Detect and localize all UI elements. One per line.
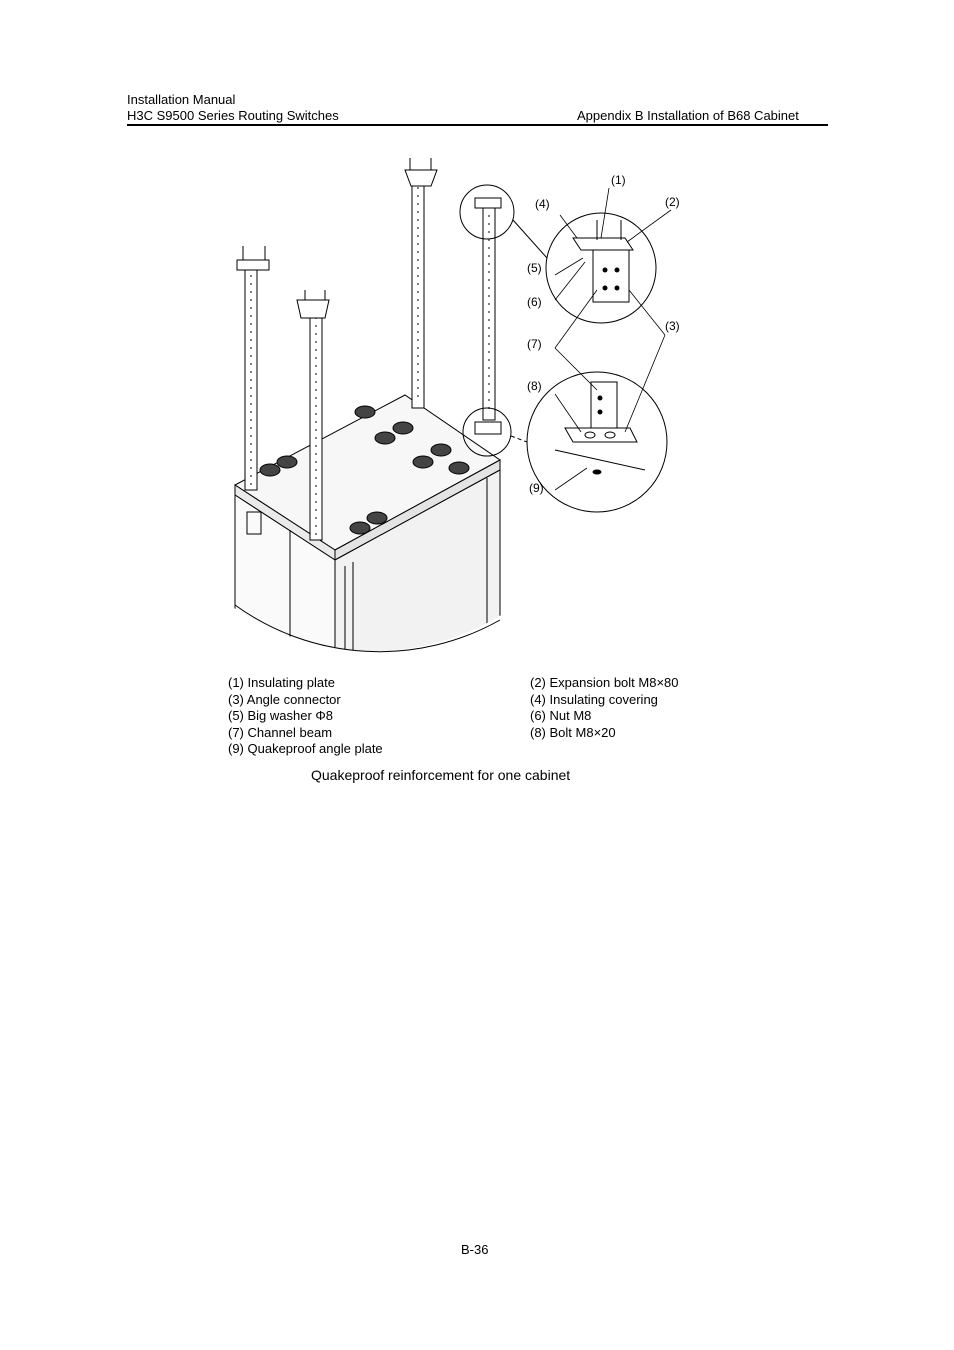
header-product-name: H3C S9500 Series Routing Switches	[127, 108, 339, 123]
legend-item: (2) Expansion bolt M8×80	[530, 675, 679, 690]
detail-bottom-bracket	[555, 382, 645, 474]
page-number: B-36	[461, 1242, 489, 1257]
callout-8: (8)	[527, 379, 542, 393]
header-rule	[127, 124, 828, 126]
callout-2: (2)	[665, 195, 680, 209]
cabinet-drawing	[235, 395, 500, 660]
legend-item: (8) Bolt M8×20	[530, 724, 616, 740]
callout-1: (1)	[611, 173, 626, 187]
legend-item: (6) Nut M8	[530, 708, 592, 723]
header-manual-title: Installation Manual	[127, 92, 236, 107]
legend-item: (1) Insulating plate	[228, 675, 335, 690]
legend-item: (5) Big washer Φ8	[228, 708, 334, 723]
legend-item: (3) Angle connector	[228, 691, 341, 707]
legend-item: (4) Insulating covering	[530, 691, 658, 707]
figure-caption: Quakeproof reinforcement for one cabinet	[311, 767, 571, 783]
detail-top-bracket	[573, 220, 633, 302]
callout-9: (9)	[529, 481, 544, 495]
legend-right-column	[530, 675, 679, 741]
legend-item: (9) Quakeproof angle plate	[228, 741, 383, 756]
legend-item: (7) Channel beam	[228, 724, 333, 740]
callout-3: (3)	[665, 319, 680, 333]
callout-5: (5)	[527, 261, 542, 275]
callout-7: (7)	[527, 337, 542, 351]
callout-6: (6)	[527, 295, 542, 309]
quakeproof-diagram	[225, 150, 725, 660]
legend-left-column	[228, 675, 383, 758]
header-section-title: Appendix B Installation of B68 Cabinet	[577, 108, 799, 123]
callout-4: (4)	[535, 197, 550, 211]
